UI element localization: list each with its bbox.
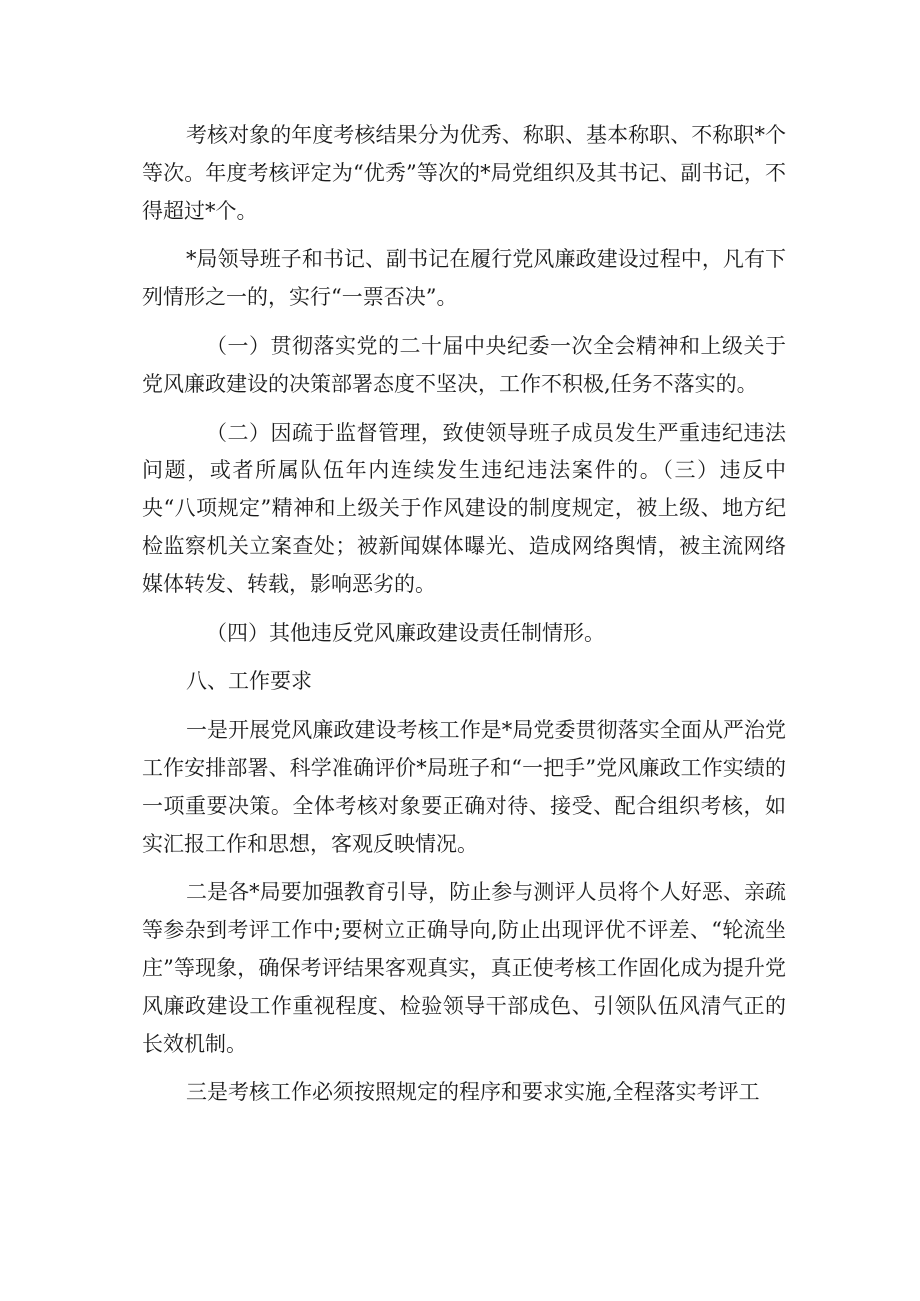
- paragraph-requirement-1: 一是开展党风廉政建设考核工作是*局党委贯彻落实全面从严治党工作安排部署、科学准确评价*局班子和“一把手”党风廉政工作实绩的一项重要决策。全体考核对象要正确对待、接受、配合组织考核，如实汇报工作和思想，客观反映情况。: [142, 718, 786, 856]
- paragraph-requirement-2: 二是各*局要加强教育引导，防止参与测评人员将个人好恶、亲疏等参杂到考评工作中;要树立正确导向,防止出现评优不评差、“轮流坐庄”等现象，确保考评结果客观真实，真正使考核工作固化成为提升党风廉政建设工作重视程度、检验领导干部成色、引领队伍风清气正的长效机制。: [142, 880, 786, 1056]
- paragraph-item-2-3: （二）因疏于监督管理，致使领导班子成员发生严重违纪违法问题，或者所属队伍年内连续发生违纪违法案件的。（三）违反中央“八项规定”精神和上级关于作风建设的制度规定，被上级、地方纪检监察机关立案查处；被新闻媒体曝光、造成网络舆情，被主流网络媒体转发、转载，影响恶劣的。: [142, 420, 786, 596]
- document-body: [142, 117, 786, 1123]
- paragraph-veto-intro: *局领导班子和书记、副书记在履行党风廉政建设过程中，凡有下列情形之一的，实行“一票否决”。: [142, 247, 786, 310]
- paragraph-requirement-3: 三是考核工作必须按照规定的程序和要求实施,全程落实考评工: [186, 1080, 760, 1105]
- paragraph-item-4: （四）其他违反党风廉政建设责任制情形。: [206, 620, 605, 645]
- paragraph-item-1: （一）贯彻落实党的二十届中央纪委一次全会精神和上级关于党风廉政建设的决策部署态度不坚决，工作不积极,任务不落实的。: [142, 333, 786, 396]
- paragraph-rating-levels: 考核对象的年度考核结果分为优秀、称职、基本称职、不称职*个等次。年度考核评定为“优秀”等次的*局党组织及其书记、副书记，不得超过*个。: [142, 123, 786, 223]
- section-heading-work-requirements: 八、工作要求: [186, 669, 312, 694]
